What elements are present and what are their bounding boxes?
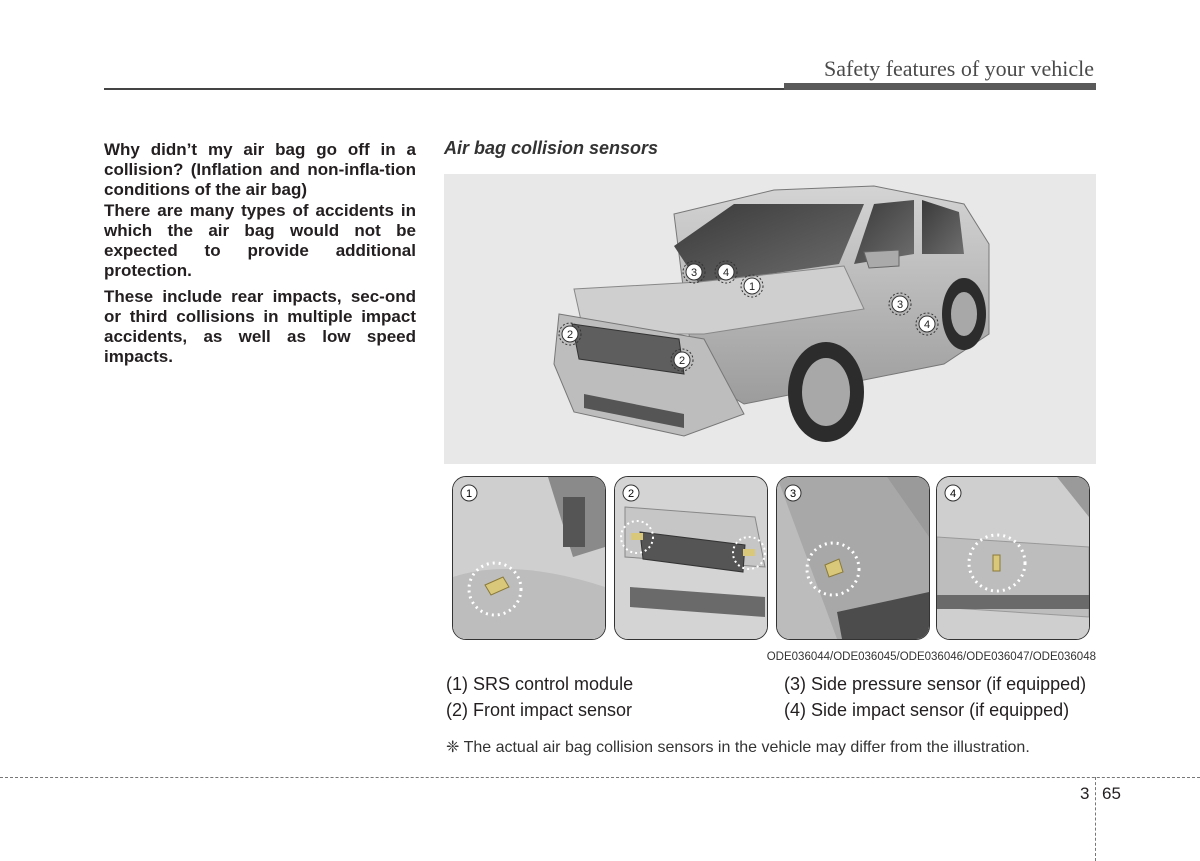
image-reference-codes: ODE036044/ODE036045/ODE036046/ODE036047/ODE036048 [766,651,1096,663]
footer-divider [1095,777,1096,861]
question-heading: Why didn’t my air bag go off in a collision? (Inflation and non-infla-tion conditions of the air bag) [104,140,416,199]
thumb-srs-control-module [452,476,606,640]
thumb-side-impact-sensor [936,476,1090,640]
svg-text:2: 2 [678,355,686,367]
page-number: 65 [1102,784,1121,803]
illustration-note: ❈ The actual air bag collision sensors in the vehicle may differ from the illustration. [446,739,1030,756]
thumb-side-pressure-sensor [776,476,930,640]
legend-item-1: (1) SRS control module [446,674,634,694]
legend-item-2: (2) Front impact sensor [446,700,633,720]
thumb-front-impact-sensor [614,476,768,640]
svg-text:3: 3 [690,267,698,279]
legend-item-4: (4) Side impact sensor (if equipped) [784,700,1070,720]
svg-text:3: 3 [789,488,797,500]
paragraph-impact-examples: These include rear impacts, sec-ond or third collisions in multiple impact accidents, as well as low speed impacts. [104,287,416,366]
legend-item-3: (3) Side pressure sensor (if equipped) [784,674,1087,694]
page-section-title: Safety features of your vehicle [824,56,1094,81]
svg-text:4: 4 [722,267,730,279]
svg-text:1: 1 [465,488,473,500]
footer-rule [0,777,1200,778]
svg-text:4: 4 [949,488,957,500]
header-rule-bar [784,83,1096,90]
header-rule [104,88,784,90]
svg-text:2: 2 [627,488,635,500]
svg-text:2: 2 [566,329,574,341]
car-sensor-illustration [444,174,1096,464]
figure-title: Air bag collision sensors [444,138,659,158]
svg-text:4: 4 [923,319,931,331]
paragraph-accident-types: There are many types of accidents in which the air bag would not be expected to provide additional protection. [104,201,416,280]
svg-text:3: 3 [896,299,904,311]
chapter-number: 3 [1080,784,1090,803]
svg-text:1: 1 [748,281,756,293]
car-drawing [444,174,1096,464]
